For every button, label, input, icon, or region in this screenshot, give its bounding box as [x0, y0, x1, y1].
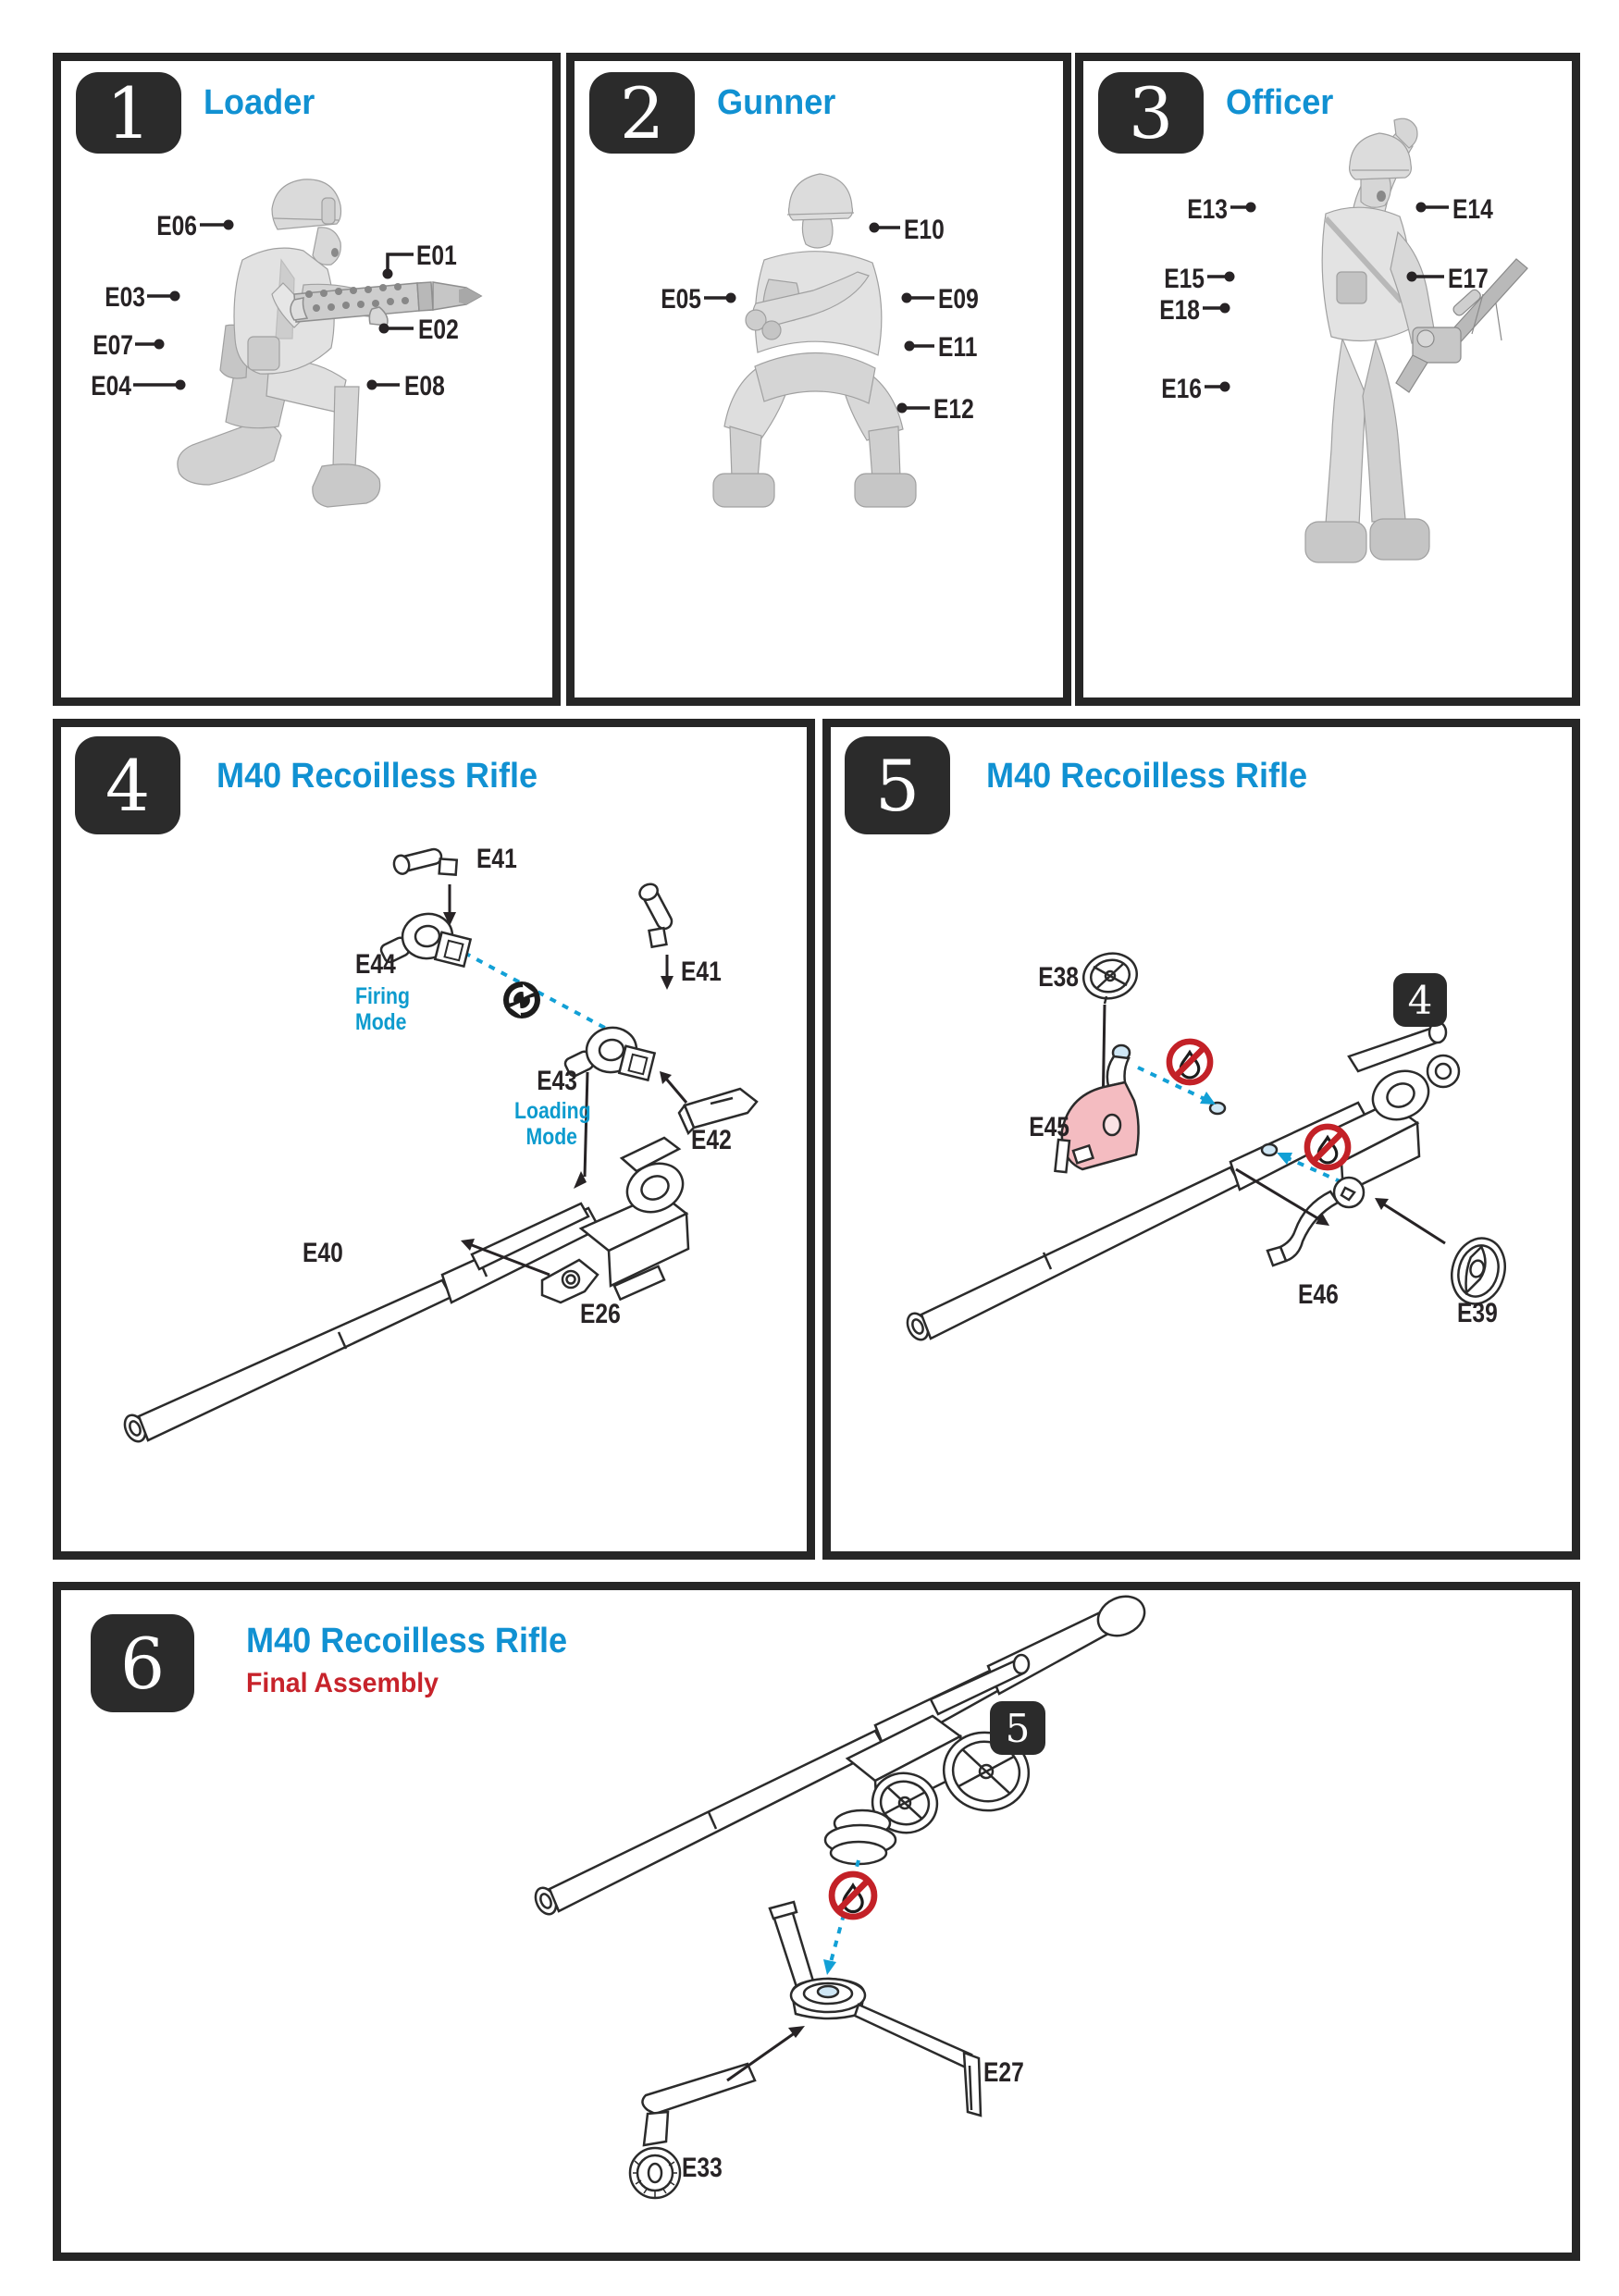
part-label-e08: E08: [404, 371, 445, 401]
step-number: 5: [874, 744, 921, 827]
e38-handwheel-part: [1079, 948, 1142, 1005]
part-label-e15: E15: [1164, 264, 1205, 294]
part-label-e26: E26: [580, 1299, 621, 1329]
part-label-e11: E11: [938, 332, 978, 363]
part-label-e46: E46: [1298, 1279, 1339, 1310]
firing-mode-note: Firing Mode: [355, 983, 411, 1035]
step-number: 2: [619, 71, 665, 154]
subassembly-ref-badge: [1393, 973, 1447, 1027]
part-label-e33: E33: [682, 2153, 723, 2183]
step-panel-5: [822, 719, 1580, 1560]
part-label-e05: E05: [661, 284, 701, 315]
step-title: M40 Recoilless Rifle: [216, 757, 538, 796]
part-label-e16: E16: [1161, 374, 1202, 404]
ref-step-number: 5: [1005, 1705, 1031, 1751]
step-panel-2: [566, 53, 1071, 706]
part-label-e39: E39: [1457, 1298, 1498, 1328]
e27-tripod-part: [770, 1902, 981, 2116]
part-label-e07: E07: [93, 330, 133, 361]
step-number-badge: [91, 1614, 194, 1712]
step-number: 1: [105, 71, 152, 154]
part-label-e41a: E41: [476, 844, 517, 874]
step-number-badge: [75, 736, 180, 834]
step-title: M40 Recoilless Rifle: [986, 757, 1308, 796]
officer-figure-illustration: [1083, 61, 1555, 681]
step-panel-4: [53, 719, 815, 1560]
part-label-e06: E06: [156, 211, 197, 241]
mode-relation-dotted-line: [464, 953, 627, 1040]
step-panel-3: [1075, 53, 1580, 706]
step-panel-6: [53, 1582, 1580, 2261]
ref-step-number: 4: [1407, 977, 1433, 1023]
step-number: 6: [119, 1622, 166, 1705]
step-number-badge: [76, 72, 181, 154]
part-label-e27: E27: [983, 2057, 1024, 2088]
part-label-e38: E38: [1038, 962, 1079, 993]
loading-mode-note: Loading Mode: [514, 1098, 591, 1150]
step-title: M40 Recoilless Rifle: [246, 1622, 568, 1660]
step-number: 3: [1128, 71, 1174, 154]
m40-handwheel-illustration: [831, 727, 1555, 1535]
subassembly-ref-badge: [990, 1701, 1045, 1755]
part-label-e10: E10: [904, 215, 945, 245]
part-label-e01: E01: [416, 241, 457, 271]
step-panel-1: [53, 53, 561, 706]
step-number-badge: [845, 736, 950, 834]
part-label-e18: E18: [1159, 295, 1200, 326]
step-title: Loader: [204, 83, 315, 122]
step-number-badge: [589, 72, 695, 154]
m40-breech-modes-illustration: [61, 727, 790, 1535]
part-label-e14: E14: [1452, 194, 1493, 225]
step-title: Officer: [1226, 83, 1334, 122]
part-label-e13: E13: [1187, 194, 1228, 225]
part-label-e40: E40: [303, 1238, 343, 1268]
part-label-e03: E03: [105, 282, 145, 313]
loader-figure-illustration: [61, 61, 536, 681]
part-label-e02: E02: [418, 315, 459, 345]
e45-highlighted-part: [1055, 1045, 1138, 1172]
part-label-e41b: E41: [681, 957, 722, 987]
part-label-e17: E17: [1448, 264, 1489, 294]
part-label-e42: E42: [691, 1125, 732, 1155]
part-label-e44: E44: [355, 949, 396, 980]
e46-part: [1267, 1178, 1364, 1265]
step-subtitle: Final Assembly: [246, 1668, 439, 1698]
step-number-badge: [1098, 72, 1204, 154]
part-label-e45: E45: [1029, 1112, 1069, 1142]
e26-part: [542, 1260, 598, 1302]
part-label-e43: E43: [537, 1066, 577, 1096]
gun-assembly-line-art: [532, 1590, 1151, 1918]
gunner-figure-illustration: [575, 61, 1046, 681]
step-number: 4: [105, 744, 151, 827]
part-label-e09: E09: [938, 284, 979, 315]
e40-gun-line-art: [121, 1138, 691, 1445]
step-title: Gunner: [717, 83, 836, 122]
part-label-e04: E04: [91, 371, 131, 401]
part-label-e12: E12: [933, 394, 974, 425]
